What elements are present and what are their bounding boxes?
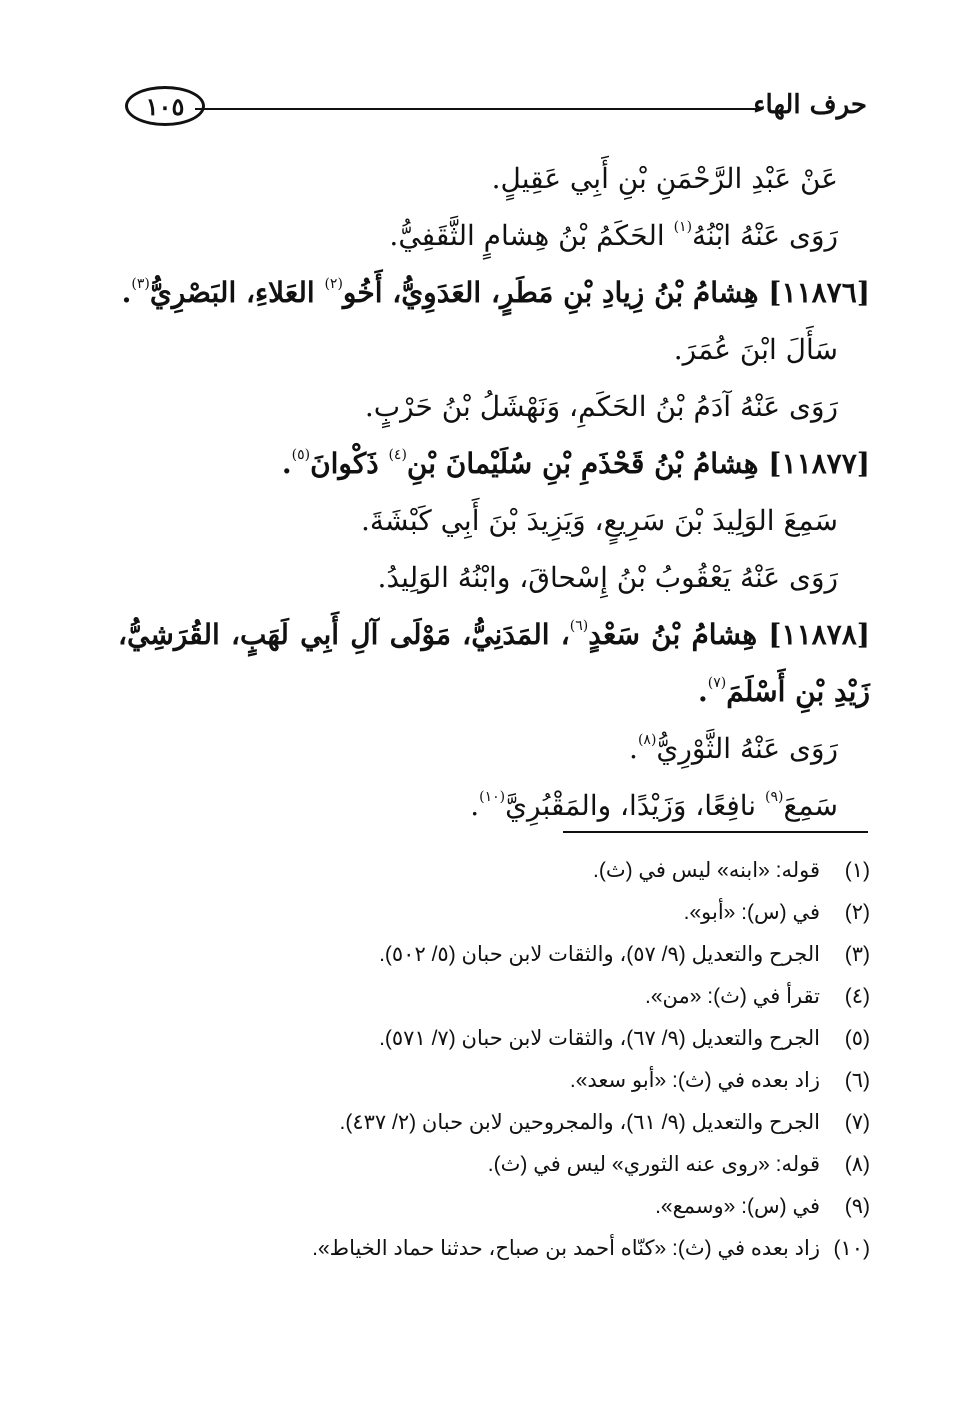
footnotes xyxy=(118,850,870,1270)
footnote-number: (٢) xyxy=(844,901,870,924)
text-segment: سَمِعَ الوَلِيدَ بْنَ سَرِيعٍ، وَيَزِيدَ بْنَ أَبِي كَبْشَةَ. xyxy=(361,504,838,537)
footnote-reference: (٨) xyxy=(637,732,657,748)
footnote-item xyxy=(118,1018,870,1060)
text-segment: زَيْدِ بْنِ أَسْلَمَ xyxy=(726,675,870,708)
text-segment: [١١٨٧٦] هِشامُ بْنُ زِيادِ بْنِ مَطَرٍ، العَدَوِيُّ، أَخُو xyxy=(342,276,870,309)
footnote-item xyxy=(118,1102,870,1144)
page-number: ١٠٥ xyxy=(145,91,185,121)
footnote-item xyxy=(118,1060,870,1102)
footnote-reference: (٩) xyxy=(764,789,784,805)
text-segment: [١١٨٧٧] هِشامُ بْنُ قَحْذَمِ بْنِ سُلَيْمانَ بْنِ xyxy=(406,447,870,480)
text-segment: . xyxy=(121,276,132,309)
text-line xyxy=(118,321,870,378)
footnote-number: (١) xyxy=(844,859,870,882)
text-segment: . xyxy=(629,732,638,765)
footnote-reference: (٢) xyxy=(324,276,343,292)
text-segment: ذَكْوانَ xyxy=(310,447,389,480)
footnote-divider xyxy=(563,831,868,833)
text-segment: الحَكَمُ بْنُ هِشامٍ الثَّقَفِيُّ. xyxy=(389,219,674,252)
text-segment: . xyxy=(470,789,480,822)
footnote-item xyxy=(118,850,870,892)
footnote-number: (٦) xyxy=(844,1069,870,1092)
text-line xyxy=(118,720,870,777)
page-number-badge xyxy=(125,86,205,126)
footnote-reference: (٧) xyxy=(707,675,727,691)
text-segment: . xyxy=(281,447,292,480)
main-text xyxy=(118,150,870,834)
footnote-item xyxy=(118,1186,870,1228)
footnote-number: (٤) xyxy=(844,985,870,1008)
footnote-text: في (س): «وسمع». xyxy=(655,1195,820,1218)
footnote-item xyxy=(118,892,870,934)
footnote-text: الجرح والتعديل (٩/ ٦٧)، والثقات لابن حبان (٧/ ٥٧١). xyxy=(379,1027,820,1050)
footnote-number: (٩) xyxy=(844,1195,870,1218)
text-segment: عَنْ عَبْدِ الرَّحْمَنِ بْنِ أَبِي عَقِيلٍ. xyxy=(491,162,838,195)
footnote-item xyxy=(118,934,870,976)
footnote-text: الجرح والتعديل (٩/ ٦١)، والمجروحين لابن حبان (٢/ ٤٣٧). xyxy=(339,1111,820,1134)
footnote-text: الجرح والتعديل (٩/ ٥٧)، والثقات لابن حبان (٥/ ٥٠٢). xyxy=(379,943,820,966)
text-line xyxy=(118,549,870,606)
footnote-reference: (١) xyxy=(673,219,693,235)
footnote-text: تقرأ في (ث): «من». xyxy=(645,985,820,1008)
text-line xyxy=(118,378,870,435)
text-segment: سَأَلَ ابْنَ عُمَرَ. xyxy=(673,333,838,366)
text-segment: رَوَى عَنْهُ ابْنُهُ xyxy=(692,219,838,252)
footnote-text: في (س): «أبو». xyxy=(683,901,820,924)
entry-heading-11878 xyxy=(118,606,870,663)
footnote-number: (١٠) xyxy=(833,1237,870,1260)
footnote-reference: (٣) xyxy=(131,276,150,292)
text-segment: رَوَى عَنْهُ يَعْقُوبُ بْنُ إِسْحاقَ، وابْنُهُ الوَلِيدُ. xyxy=(377,561,838,594)
footnote-item xyxy=(118,1228,870,1270)
text-line xyxy=(118,492,870,549)
footnote-reference: (٤) xyxy=(388,447,407,463)
text-line xyxy=(118,207,870,264)
header-rule xyxy=(195,108,757,110)
footnote-text: زاد بعده في (ث): «أبو سعد». xyxy=(569,1069,820,1092)
footnote-text: قوله: «روى عنه الثوري» ليس في (ث). xyxy=(487,1153,820,1176)
text-segment: رَوَى عَنْهُ الثَّوْرِيُّ xyxy=(656,732,838,765)
footnote-text: زاد بعده في (ث): «كنّاه أحمد بن صباح، حدثنا حماد الخياط». xyxy=(312,1237,820,1260)
text-segment: ، المَدَنِيُّ، مَوْلَى آلِ أَبِي لَهَبٍ، القُرَشِيُّ، xyxy=(118,618,570,651)
text-segment: نافِعًا، وَزَيْدًا، والمَقْبُرِيَّ xyxy=(505,789,765,822)
footnote-reference: (١٠) xyxy=(479,789,506,805)
text-line xyxy=(118,150,870,207)
chapter-title: حرف الهاء xyxy=(753,90,867,120)
footnote-number: (٣) xyxy=(844,943,870,966)
footnote-reference: (٥) xyxy=(291,447,311,463)
footnote-number: (٧) xyxy=(844,1111,870,1134)
footnote-reference: (٦) xyxy=(569,618,589,634)
text-segment: العَلاءِ، البَصْرِيُّ xyxy=(149,276,325,309)
entry-heading-11877 xyxy=(118,435,870,492)
footnote-item xyxy=(118,976,870,1018)
entry-heading-11876 xyxy=(118,264,870,321)
text-segment: . xyxy=(698,675,708,708)
text-line xyxy=(118,777,870,834)
footnote-number: (٨) xyxy=(844,1153,870,1176)
footnote-number: (٥) xyxy=(844,1027,870,1050)
entry-heading-11878-continued xyxy=(118,663,870,720)
footnote-text: قوله: «ابنه» ليس في (ث). xyxy=(593,859,820,882)
footnote-item xyxy=(118,1144,870,1186)
text-segment: [١١٨٧٨] هِشامُ بْنُ سَعْدٍ xyxy=(588,618,870,651)
page-header xyxy=(125,86,867,128)
text-segment: رَوَى عَنْهُ آدَمُ بْنُ الحَكَمِ، وَنَهْشَلُ بْنُ حَرْبٍ. xyxy=(364,390,838,423)
text-segment: سَمِعَ xyxy=(783,789,838,822)
